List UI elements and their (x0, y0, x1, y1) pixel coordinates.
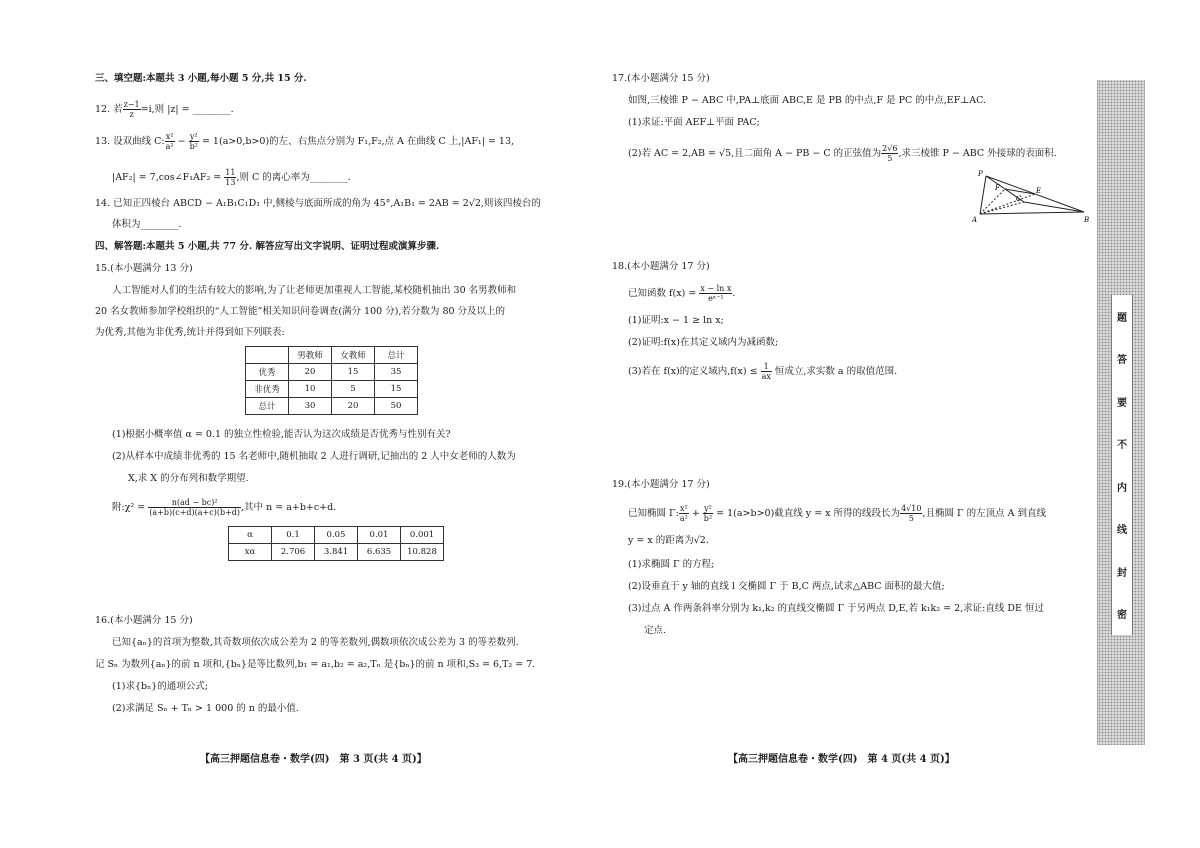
label-c: C (1016, 195, 1022, 203)
q19-title: 19.(本小题满分 17 分) (612, 479, 710, 490)
table-cell: 6.635 (358, 544, 401, 561)
table-cell: 男教师 (289, 347, 332, 364)
formula-den: (a+b)(c+d)(a+c)(b+d) (149, 508, 241, 517)
q17-line-1: 如图,三棱锥 P − ABC 中,PA⊥底面 ABC,E 是 PB 的中点,F 是 PC 的中点,EF⊥AC. (628, 95, 987, 106)
q18-fraction (699, 284, 732, 303)
q19-frac-3-num: 4√10 (901, 504, 922, 513)
seal-char: 密 (1117, 610, 1127, 622)
table-cell: 35 (375, 364, 418, 381)
right-page-footer: 【高三押题信息卷・数学(四) 第 4 页(共 4 页)】 (728, 754, 955, 765)
q19-frac-1-den: a² (679, 514, 688, 523)
edge-cb (1024, 202, 1084, 212)
seal-char: 答 (1117, 355, 1127, 367)
question-14-line-2: 体积为________. (112, 219, 182, 230)
table-row (246, 398, 418, 415)
left-page-footer: 【高三押题信息卷・数学(四) 第 3 页(共 4 页)】 (200, 754, 427, 765)
table-row (229, 544, 444, 561)
q15-sub-1: (1)根据小概率值 α = 0.1 的独立性检验,能否认为这次成绩是否优秀与性别有关? (112, 429, 451, 440)
label-b: B (1084, 216, 1090, 224)
q12-frac-den: z (129, 110, 134, 119)
q19-line-2: y = x 的距离为√2. (628, 535, 709, 546)
q17-frac-den: 5 (887, 154, 893, 163)
q17-text-b: ,求三棱锥 P − ABC 外接球的表面积. (898, 148, 1057, 159)
table-cell (246, 347, 289, 364)
table-cell: 50 (375, 398, 418, 415)
q19-frac-1 (679, 504, 689, 523)
q13-frac-1 (165, 132, 175, 151)
pyramid-figure (972, 166, 1090, 224)
table-cell: 20 (332, 398, 375, 415)
table-cell: 20 (289, 364, 332, 381)
q13-frac-1-num: x² (165, 132, 174, 141)
q19-frac-2-num: y² (704, 504, 712, 513)
q15-para-2: 20 名女教师参加学校组织的“人工智能”相关知识问卷调查(满分 100 分),若分数为 80 分及以上的 (95, 306, 506, 317)
q17-line-2: (1)求证:平面 AEF⊥平面 PAC; (628, 117, 760, 128)
edge-ae (980, 194, 1035, 214)
table-row (246, 364, 418, 381)
q19-frac-1-num: x² (679, 504, 688, 513)
table-cell: 30 (289, 398, 332, 415)
table-cell: 0.001 (401, 527, 444, 544)
q19-line-3: (1)求椭圆 Γ 的方程; (628, 559, 715, 570)
q18-line-3: (2)证明:f(x)在其定义域内为减函数; (628, 337, 779, 348)
table-cell: 5 (332, 381, 375, 398)
label-a: A (972, 216, 978, 224)
q16-line-4: (2)求满足 Sₙ + Tₙ > 1 000 的 n 的最小值. (112, 703, 299, 714)
section-4-header: 四、解答题:本题共 5 小题,共 77 分. 解答应写出文字说明、证明过程或演算步骤. (95, 241, 440, 252)
table-cell: 15 (375, 381, 418, 398)
question-14-line-1: 14. 已知正四棱台 ABCD − A₁B₁C₁D₁ 中,侧棱与底面所成的角为 45°,A₁B₁ = 2AB = 2√2,则该四棱台的 (95, 198, 541, 209)
q13-frac-2 (189, 132, 199, 151)
left-page (0, 0, 590, 848)
seal-char: 要 (1117, 397, 1127, 409)
table-cell: 2.706 (272, 544, 315, 561)
q15-title: 15.(本小题满分 13 分) (95, 263, 193, 274)
q19-frac-2-den: b² (703, 514, 713, 523)
seal-char: 线 (1117, 525, 1127, 537)
label-p: P (978, 170, 983, 178)
q18-line-2: (1)证明:x − 1 ≥ ln x; (628, 315, 724, 326)
formula-post: ,其中 n = a+b+c+d. (241, 502, 337, 513)
seal-char: 封 (1117, 567, 1127, 579)
q16-line-3: (1)求{bₙ}的通项公式; (112, 681, 208, 692)
question-12 (95, 100, 234, 119)
q16-title: 16.(本小题满分 15 分) (95, 615, 193, 626)
chi-square-fraction (148, 498, 241, 517)
q17-fraction (881, 144, 898, 163)
q17-title: 17.(本小题满分 15 分) (612, 73, 710, 84)
q18-fraction-2 (761, 362, 772, 381)
q19-text-b: = 1(a>b>0)截直线 y = x 所得的线段长为 (713, 508, 901, 519)
q19-line-1 (628, 504, 1046, 523)
contingency-table (245, 346, 418, 415)
q13-frac-2-den: b² (189, 142, 198, 151)
q17-line-3 (628, 144, 1057, 163)
q18-frac2-num: 1 (761, 362, 772, 372)
q18-line-1 (628, 284, 735, 303)
formula-num: n(ad − bc)² (148, 498, 241, 508)
seal-char: 不 (1117, 440, 1127, 452)
q18-frac2-den: ax (761, 372, 771, 381)
contingency-header-row (246, 347, 418, 364)
q13-frac-3-num: 11 (225, 168, 236, 177)
seal-line-strip (1111, 295, 1133, 635)
table-cell: xα (229, 544, 272, 561)
section-3-header: 三、填空题:本题共 3 小题,每小题 5 分,共 15 分. (95, 73, 307, 84)
table-cell: 0.05 (315, 527, 358, 544)
q12-fraction (123, 100, 141, 119)
q13-frac-3-den: 13 (225, 178, 236, 187)
q18-text-a: 已知函数 f(x) = (628, 288, 700, 299)
seal-char: 题 (1117, 312, 1127, 324)
q12-text-pre: 12. 若 (95, 104, 123, 115)
q18-title: 18.(本小题满分 17 分) (612, 261, 710, 272)
formula-pre: 附:χ² = (112, 502, 149, 513)
q17-frac-num: 2√6 (882, 144, 898, 153)
q15-formula (112, 498, 336, 517)
table-cell: 10.828 (401, 544, 444, 561)
binding-edge (1097, 80, 1145, 745)
q19-line-4: (2)设垂直于 y 轴的直线 l 交椭圆 Γ 于 B,C 两点,试求△ABC 面积的最大值; (628, 581, 945, 592)
label-f: F (995, 184, 1000, 192)
table-cell: 非优秀 (246, 381, 289, 398)
q15-para-1: 人工智能对人们的生活有较大的影响,为了让老师更加重视人工智能,某校随机抽出 30 名男教师和 (112, 285, 517, 296)
q18-frac-den: eˣ⁻¹ (708, 294, 724, 303)
edge-ab (980, 212, 1084, 214)
table-cell: 10 (289, 381, 332, 398)
q13-text-b2: ,则 C 的离心率为________. (236, 172, 351, 183)
q16-line-2: 记 Sₙ 为数列{aₙ}的前 n 项和,{bₙ}是等比数列,b₁ = a₁,b₂ = a₂,Tₙ 是{bₙ}的前 n 项和,S₃ = 6,T₂ = 7. (95, 659, 536, 670)
q19-frac-2 (703, 504, 713, 523)
table-cell: 15 (332, 364, 375, 381)
table-cell: 3.841 (315, 544, 358, 561)
q19-text-c: ,且椭圆 Γ 的左顶点 A 到直线 (922, 508, 1046, 519)
table-cell: 总计 (375, 347, 418, 364)
q17-text-a: (2)若 AC = 2,AB = √5,且二面角 A − PB − C 的正弦值为 (628, 148, 882, 159)
q19-line-6: 定点. (644, 625, 667, 636)
q16-line-1: 已知{aₙ}的首项为整数,其奇数项依次成公差为 2 的等差数列,偶数项依次成公差为 3 的等差数列. (112, 637, 519, 648)
label-e: E (1036, 187, 1042, 195)
question-13-line-1 (95, 132, 514, 151)
q13-frac-1-den: a² (165, 142, 174, 151)
q18-text-c: (3)若在 f(x)的定义域内,f(x) ≤ (628, 366, 761, 377)
table-row (229, 527, 444, 544)
table-cell: 0.01 (358, 527, 401, 544)
q13-text-a2: = 1(a>0,b>0)的左、右焦点分别为 F₁,F₂,点 A 在曲线 C 上,|AF₁| = 13, (198, 136, 515, 147)
q12-text-post: =i,则 |z| = ________. (140, 104, 234, 115)
q15-para-3: 为优秀,其他为非优秀,统计并得到如下列联表: (95, 327, 285, 338)
q18-text-d: 恒成立,求实数 a 的取值范围. (771, 366, 898, 377)
q19-line-5: (3)过点 A 作两条斜率分别为 k₁,k₂ 的直线交椭圆 Γ 于另两点 D,E,若 k₁k₂ = 2,求证:直线 DE 恒过 (628, 603, 1044, 614)
q19-text-a: 已知椭圆 Γ: (628, 508, 679, 519)
q13-frac-3 (224, 168, 236, 187)
q13-frac-2-num: y² (189, 132, 198, 141)
q18-frac-num: x − ln x (700, 284, 732, 293)
table-cell: α (229, 527, 272, 544)
edge-pa (980, 176, 986, 214)
table-cell: 优秀 (246, 364, 289, 381)
seal-char: 内 (1117, 482, 1127, 494)
q13-text-a1: 13. 设双曲线 C: (95, 136, 165, 147)
question-13-line-2 (112, 168, 351, 187)
critical-value-table (228, 526, 444, 561)
q19-frac-3-den: 5 (908, 514, 914, 523)
q19-frac-3 (900, 504, 922, 523)
q18-text-b: . (732, 288, 736, 299)
table-row (246, 381, 418, 398)
q13-minus: − (174, 136, 189, 147)
right-page (600, 0, 1090, 848)
q15-sub-2-line-2: X,求 X 的分布列和数学期望. (128, 473, 249, 484)
table-cell: 女教师 (332, 347, 375, 364)
table-cell: 0.1 (272, 527, 315, 544)
q19-plus: + (688, 508, 703, 519)
q12-frac-num: z−1 (123, 100, 140, 109)
q18-line-4 (628, 362, 897, 381)
q15-sub-2-line-1: (2)从样本中成绩非优秀的 15 名老师中,随机抽取 2 人进行调研,记抽出的 2 人中女老师的人数为 (112, 451, 516, 462)
table-cell: 总计 (246, 398, 289, 415)
q13-text-b1: |AF₂| = 7,cos∠F₁AF₂ = (112, 172, 225, 183)
